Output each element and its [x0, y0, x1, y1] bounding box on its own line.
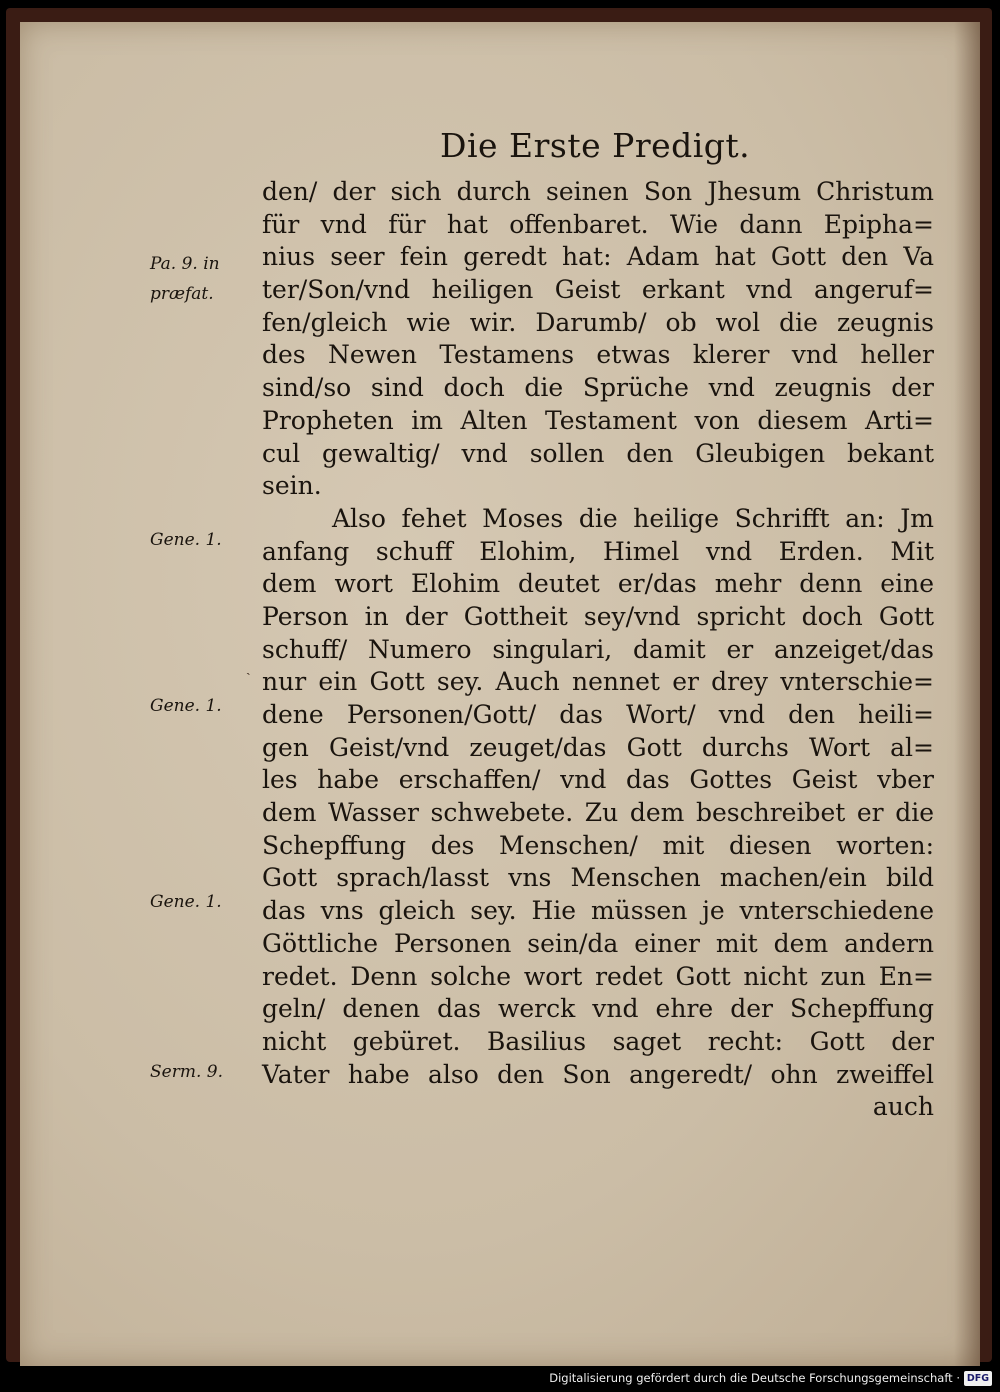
body-line: dene Personen/Gott/ das Wort/ vnd den heili=: [262, 700, 934, 729]
body-line-paragraph-start: Also fehet Moses die heilige Schrifft an: Jm: [332, 503, 934, 533]
footer-credit: Digitalisierung gefördert durch die Deutsche Forschungsgemeinschaft ·: [549, 1371, 960, 1385]
margin-note-gene-2: Gene. 1.: [150, 696, 222, 716]
margin-note-gene-3: Gene. 1.: [150, 892, 222, 912]
body-line: nicht gebüret. Basilius saget recht: Gott der: [262, 1026, 934, 1056]
body-line: fen/gleich wie wir. Darumb/ ob wol die zeugnis: [262, 307, 934, 337]
body-line: cul gewaltig/ vnd sollen den Gleubigen bekant: [262, 438, 934, 468]
page-gutter-shadow: [954, 22, 980, 1366]
body-line: sein.: [262, 471, 322, 501]
body-line: redet. Denn solche wort redet Gott nicht zun En=: [262, 961, 934, 991]
footer-bar: [0, 1368, 1000, 1392]
body-line: für vnd für hat offenbaret. Wie dann Epipha=: [262, 209, 934, 239]
body-line: Person in der Gottheit sey/vnd spricht doch Gott: [262, 601, 934, 631]
seam-mark: ˎ: [246, 660, 251, 676]
body-line: Schepffung des Menschen/ mit diesen worten:: [262, 830, 934, 860]
margin-note-praefat: præfat.: [150, 284, 214, 304]
body-line: schuff/ Numero singulari, damit er anzeiget/das: [262, 634, 934, 664]
dfg-logo: DFG: [964, 1371, 992, 1386]
margin-note-serm: Serm. 9.: [150, 1062, 223, 1082]
margin-note-gene-1: Gene. 1.: [150, 530, 222, 550]
body-line: sind/so sind doch die Sprüche vnd zeugnis der: [262, 373, 934, 403]
body-line: gen Geist/vnd zeuget/das Gott durchs Wort al=: [262, 732, 934, 762]
body-text: [262, 176, 934, 1124]
catchword: auch: [872, 1092, 934, 1122]
body-line: Vater habe also den Son angeredt/ ohn zweiffel: [262, 1059, 934, 1089]
body-line: les habe erschaffen/ vnd das Gottes Geist vber: [262, 765, 934, 795]
body-line: Göttliche Personen sein/da einer mit dem andern: [262, 928, 934, 958]
body-line: den/ der sich durch seinen Son Jhesum Christum: [262, 177, 934, 206]
body-line: das vns gleich sey. Hie müssen je vnterschiedene: [262, 896, 934, 926]
margin-note-epiphanius: Pa. 9. in: [150, 254, 220, 274]
body-line: geln/ denen das werck vnd ehre der Schepffung: [262, 994, 934, 1024]
body-line: dem wort Elohim deutet er/das mehr denn eine: [262, 569, 934, 599]
body-line: anfang schuff Elohim, Himel vnd Erden. Mit: [262, 536, 934, 566]
body-line: ter/Son/vnd heiligen Geist erkant vnd angeruf=: [262, 275, 934, 305]
body-line: nius seer fein geredt hat: Adam hat Gott den Va: [262, 242, 934, 272]
body-line: nur ein Gott sey. Auch nennet er drey vnterschie=: [262, 667, 934, 697]
body-line: Propheten im Alten Testament von diesem Arti=: [262, 405, 934, 435]
body-line: Gott sprach/lasst vns Menschen machen/ein bild: [262, 863, 934, 893]
body-line: des Newen Testamens etwas klerer vnd heller: [262, 340, 934, 370]
running-head: Die Erste Predigt.: [440, 126, 751, 165]
body-line: dem Wasser schwebete. Zu dem beschreibet er die: [262, 798, 934, 828]
